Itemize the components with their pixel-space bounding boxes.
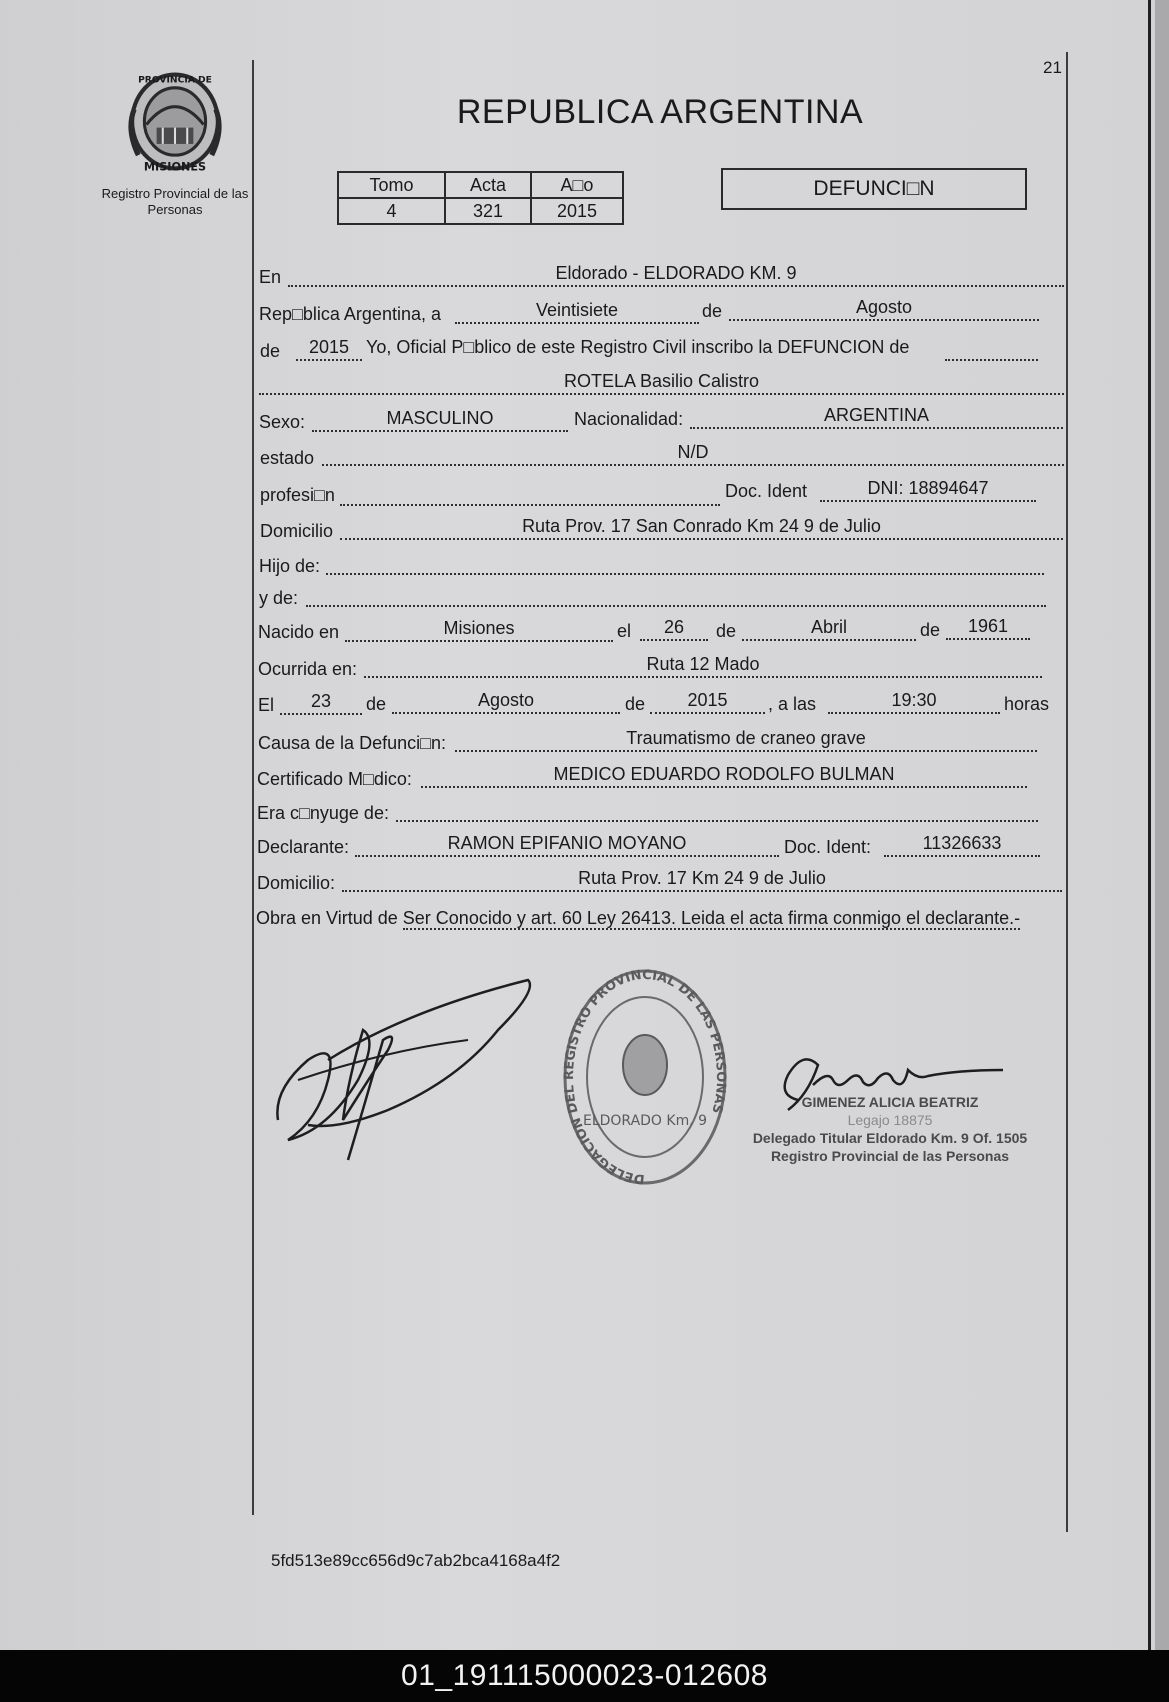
certificado-field: MEDICO EDUARDO RODOLFO BULMAN	[421, 764, 1027, 788]
alas-label: , a las	[768, 694, 817, 714]
nacionalidad-field: ARGENTINA	[690, 405, 1063, 429]
domicilio2-field: Ruta Prov. 17 Km 24 9 de Julio	[342, 868, 1062, 892]
officer-registry: Registro Provincial de las Personas	[770, 1148, 1010, 1164]
birth-place-field: Misiones	[345, 618, 613, 642]
seal-bottom-text: MISIONES	[143, 160, 207, 174]
value-acta: 321	[445, 198, 531, 224]
scan-footer-id: 01_191115000023-012608	[0, 1650, 1169, 1702]
ocurrida-field: Ruta 12 Mado	[364, 654, 1042, 678]
place-field: Eldorado - ELDORADO KM. 9	[288, 263, 1064, 287]
day-field: Veintisiete	[455, 300, 699, 324]
officer-legajo: Legajo 18875	[847, 1112, 933, 1128]
certificado-label: Certificado M□dico:	[257, 769, 412, 789]
horas-label: horas	[1004, 694, 1050, 714]
declarant-signature	[268, 970, 538, 1170]
yde-label: y de:	[259, 588, 299, 608]
header-ano: A□o	[531, 172, 623, 198]
estado-field: N/D	[322, 442, 1064, 466]
register-table	[337, 171, 624, 225]
birth-day-field: 26	[640, 617, 708, 641]
year-de-label: de	[260, 341, 281, 361]
value-tomo: 4	[338, 198, 445, 224]
death-year-field: 2015	[650, 690, 765, 714]
sexo-field: MASCULINO	[312, 408, 568, 432]
death-el-label: El	[258, 695, 275, 715]
registry-name: Registro Provincial de las Personas	[101, 186, 249, 217]
deceased-name-field: ROTELA Basilio Calistro	[259, 371, 1064, 395]
causa-field: Traumatismo de craneo grave	[455, 728, 1037, 752]
obra-label: Obra en Virtud de	[256, 908, 398, 928]
stamp-inner-text: ELDORADO Km. 9	[582, 1113, 708, 1129]
death-time-field: 19:30	[828, 690, 1000, 714]
death-day-field: 23	[280, 691, 362, 715]
conyuge-field	[396, 798, 1038, 822]
seal-top-text: PROVINCIA DE	[138, 74, 212, 86]
nacionalidad-label: Nacionalidad:	[574, 409, 684, 429]
death-de2-label: de	[625, 694, 646, 714]
obra-paragraph	[256, 906, 1060, 930]
hijo-field	[326, 551, 1044, 575]
header-tomo: Tomo	[338, 172, 445, 198]
conyuge-label: Era c□nyuge de:	[257, 803, 389, 823]
page-number: 21	[1043, 58, 1062, 77]
province-seal-logo	[124, 68, 226, 176]
nacido-label: Nacido en	[258, 622, 340, 642]
el-label: el	[617, 621, 632, 641]
declarante-field: RAMON EPIFANIO MOYANO	[355, 833, 779, 857]
document-hash: 5fd513e89cc656d9c7ab2bca4168a4f2	[271, 1551, 561, 1570]
page-edge	[1148, 0, 1151, 1650]
document-type-box: DEFUNCI□N	[721, 168, 1027, 210]
birth-de1-label: de	[716, 621, 737, 641]
obra-value: Ser Conocido y art. 60 Ley 26413. Leida el acta firma conmigo el declarante.-	[402, 908, 1021, 928]
document-title: REPUBLICA ARGENTINA	[456, 93, 864, 131]
officer-title: Delegado Titular Eldorado Km. 9 Of. 1505	[752, 1130, 1028, 1146]
republica-label: Rep□blica Argentina, a	[259, 304, 441, 324]
doc-ident-label: Doc. Ident	[725, 481, 808, 501]
oficial-text: Yo, Oficial P□blico de este Registro Civil inscribo la DEFUNCION de	[366, 337, 910, 357]
domicilio-label: Domicilio	[260, 521, 334, 541]
month-field: Agosto	[729, 297, 1039, 321]
register-value-row	[338, 198, 623, 224]
birth-month-field: Abril	[742, 617, 916, 641]
left-margin-line	[252, 60, 254, 1515]
oficial-trailing-field	[945, 337, 1038, 361]
sexo-label: Sexo:	[259, 412, 306, 432]
declarante-doc-field: 11326633	[884, 833, 1040, 857]
declarante-label: Declarante:	[257, 837, 350, 857]
birth-de2-label: de	[920, 620, 941, 640]
register-header-row	[338, 172, 623, 198]
causa-label: Causa de la Defunci□n:	[258, 733, 446, 753]
ocurrida-label: Ocurrida en:	[258, 659, 358, 679]
declarante-doc-label: Doc. Ident:	[784, 837, 872, 857]
de-label: de	[702, 301, 723, 321]
value-ano: 2015	[531, 198, 623, 224]
doc-ident-field: DNI: 18894647	[820, 478, 1036, 502]
officer-stamp-block	[740, 1093, 1040, 1165]
officer-name: GIMENEZ ALICIA BEATRIZ	[801, 1094, 979, 1110]
year-field: 2015	[296, 337, 362, 361]
death-de1-label: de	[366, 694, 387, 714]
birth-year-field: 1961	[946, 616, 1030, 640]
estado-label: estado	[260, 448, 315, 468]
en-label: En	[259, 267, 282, 287]
domicilio2-label: Domicilio:	[257, 873, 336, 893]
profesion-field	[340, 482, 720, 506]
death-month-field: Agosto	[392, 690, 620, 714]
stamp-ring-text: DELEGACION DEL REGISTRO PROVINCIAL DE LAS PERSONAS	[561, 967, 729, 1187]
profesion-label: profesi□n	[260, 485, 335, 505]
delegation-stamp	[560, 965, 730, 1195]
yde-field	[306, 583, 1046, 607]
header-acta: Acta	[445, 172, 531, 198]
hijo-label: Hijo de:	[259, 556, 321, 576]
right-margin-line	[1066, 52, 1068, 1532]
domicilio-field: Ruta Prov. 17 San Conrado Km 24 9 de Julio	[340, 516, 1063, 540]
